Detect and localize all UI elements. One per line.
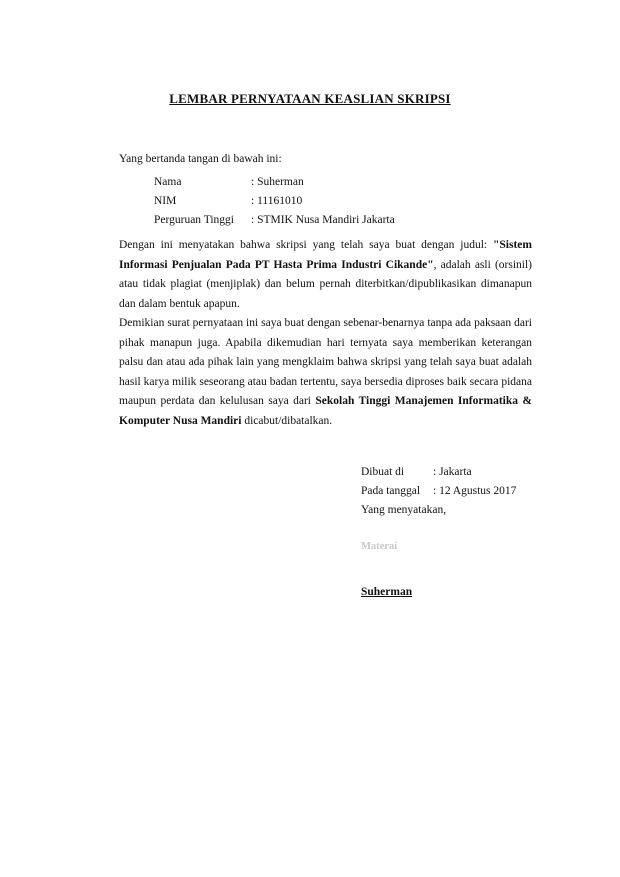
paragraph-text: Dengan ini menyatakan bahwa skripsi yang telah saya buat dengan judul: bbox=[119, 239, 494, 251]
statement-paragraph bbox=[119, 236, 532, 314]
identity-value: : Suherman bbox=[251, 176, 304, 188]
identity-label: Nama bbox=[154, 176, 182, 188]
identity-row-nim bbox=[154, 195, 395, 214]
signature-block bbox=[361, 466, 516, 523]
signature-place-row bbox=[361, 466, 516, 485]
paragraph-text: , adalah asli (orsinil) atau tidak plagiat (menjiplak) dan belum pernah diterbitkan/dipublikasikan dimanapun dan dalam bentuk apapun. bbox=[119, 258, 533, 310]
intro-text: Yang bertanda tangan di bawah ini: bbox=[119, 153, 282, 165]
signer-name: Suherman bbox=[361, 586, 413, 598]
declaration-paragraph bbox=[119, 314, 532, 431]
identity-value: : 11161010 bbox=[251, 195, 303, 207]
document-title: LEMBAR PERNYATAAN KEASLIAN SKRIPSI bbox=[169, 91, 451, 106]
identity-value: : STMIK Nusa Mandiri Jakarta bbox=[251, 214, 395, 226]
signature-value: : 12 Agustus 2017 bbox=[433, 485, 517, 497]
signature-date-row bbox=[361, 485, 516, 504]
identity-row-institution bbox=[154, 214, 395, 233]
signature-label: Pada tanggal bbox=[361, 485, 421, 497]
paragraph-text: dicabut/dibatalkan. bbox=[241, 414, 333, 427]
stamp-placeholder: Materai bbox=[361, 541, 398, 552]
institution-name: Sekolah Tinggi Manajemen Informatika & Komputer Nusa Mandiri bbox=[119, 395, 532, 427]
thesis-title: "Sistem Informasi Penjualan Pada PT Hasta Prima Industri Cikande" bbox=[119, 239, 532, 271]
identity-label: Perguruan Tinggi bbox=[154, 214, 234, 226]
identity-label: NIM bbox=[154, 195, 177, 207]
signature-value: : Jakarta bbox=[433, 466, 472, 478]
paragraph-text: Demikian surat pernyataan ini saya buat dengan sebenar-benarnya tanpa ada paksaan dari pihak manapun juga. Apabila dikemudian hari ternyata saya memberikan keterangan palsu dan atau ada pihak lain yang mengklaim bahwa skripsi yang telah saya buat adalah hasil karya milik seseorang atau badan tertentu, saya bersedia diproses baik secara pidana maupun perdata dan kelulusan saya dari bbox=[119, 317, 532, 407]
identity-block bbox=[154, 176, 395, 233]
identity-row-name bbox=[154, 176, 395, 195]
signature-label: Dibuat di bbox=[361, 466, 405, 478]
signature-statement: Yang menyatakan, bbox=[361, 504, 447, 516]
